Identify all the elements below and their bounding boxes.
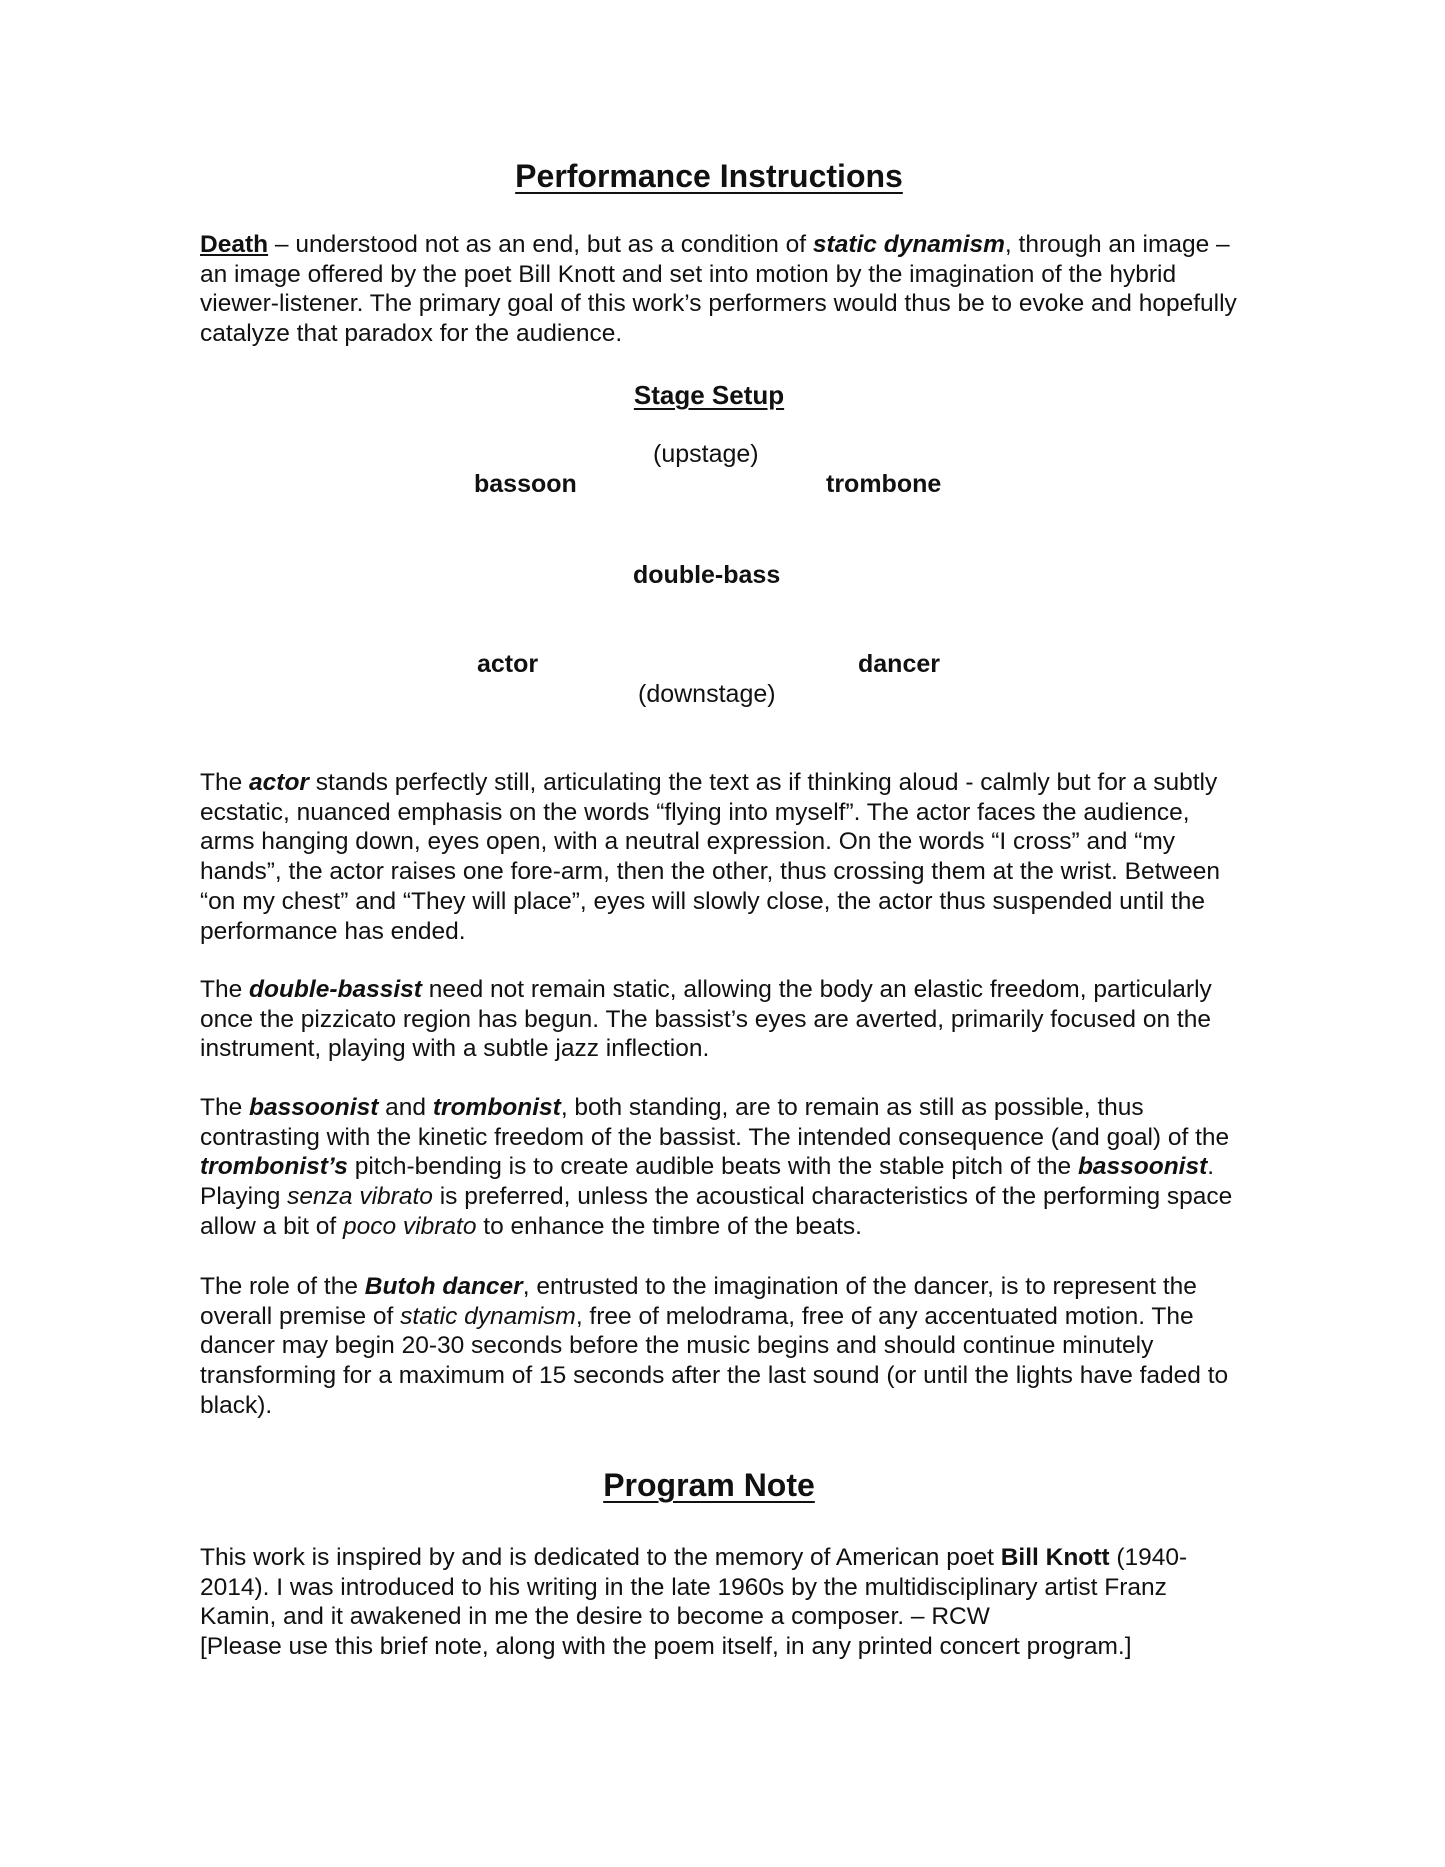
intro-paragraph bbox=[200, 230, 1240, 349]
italic-run: poco vibrato bbox=[343, 1212, 477, 1240]
emphasis-run: double-bassist bbox=[249, 976, 422, 1003]
stage-label-bassoon: bassoon bbox=[474, 470, 577, 498]
stage-setup-heading: Stage Setup bbox=[633, 380, 785, 410]
emphasis-run: trombonist bbox=[432, 1094, 561, 1121]
text-run: and bbox=[378, 1094, 433, 1121]
text-run: (1940-2014). I was introduced to his writing in the late 1960s by the multidisciplinary artist Franz Kamin, and it awakened in me the desire to become a composer. – RCW bbox=[200, 1544, 1188, 1631]
stage-label-double-bass: double-bass bbox=[633, 561, 781, 589]
intro-emphasis: static dynamism bbox=[812, 231, 1005, 258]
text-run: , free of melodrama, free of any accentuated motion. The dancer may begin 20-30 seconds before the music begins and should continue minutely transforming for a maximum of 15 seconds after the last sound (or until the lights have faded to black). bbox=[200, 1302, 1229, 1419]
intro-text-1: – understood not as an end, but as a condition of bbox=[268, 231, 813, 258]
stage-label-dancer: dancer bbox=[858, 650, 940, 678]
emphasis-run: bassoonist bbox=[249, 1094, 379, 1121]
emphasis-run: actor bbox=[249, 769, 309, 796]
text-run: need not remain static, allowing the body an elastic freedom, particularly once the pizzicato region has begun. The bassist’s eyes are averted, primarily focused on the instrument, playing with a subtle jazz inflection. bbox=[200, 976, 1212, 1063]
emphasis-run: bassoonist bbox=[1077, 1153, 1208, 1181]
text-run: This work is inspired by and is dedicated to the memory of American poet bbox=[200, 1544, 1001, 1571]
text-run: The bbox=[200, 769, 250, 796]
winds-paragraph bbox=[200, 1093, 1240, 1242]
page-title: Performance Instructions bbox=[515, 158, 903, 194]
stage-label-actor: actor bbox=[477, 650, 539, 678]
bassist-paragraph bbox=[200, 975, 1240, 1064]
italic-run: senza vibrato bbox=[287, 1183, 433, 1211]
italic-run: static dynamism bbox=[400, 1302, 576, 1330]
text-run: , both standing, are to remain as still as possible, thus contrasting with the kinetic freedom of the bassist. The intended consequence (and goal) of the bbox=[200, 1094, 1230, 1151]
bold-run: Bill Knott bbox=[1000, 1544, 1110, 1571]
program-note-title: Program Note bbox=[603, 1467, 815, 1503]
program-note-paragraph bbox=[200, 1543, 1240, 1662]
program-note-instruction: [Please use this brief note, along with the poem itself, in any printed concert program.] bbox=[200, 1633, 1132, 1661]
intro-text-2: , through an image – an image offered by the poet Bill Knott and set into motion by the imagination of the hybrid viewer-listener. The primary goal of this work’s performers would thus be to evoke and hopefully catalyze that paradox for the audience. bbox=[200, 231, 1237, 348]
death-term: Death bbox=[200, 231, 269, 258]
stage-label-trombone: trombone bbox=[826, 470, 942, 498]
text-run: pitch-bending is to create audible beats with the stable pitch of the bbox=[347, 1153, 1078, 1181]
text-run: The bbox=[200, 976, 250, 1003]
text-run: The role of the bbox=[200, 1273, 365, 1300]
emphasis-run: trombonist’s bbox=[200, 1153, 348, 1181]
text-run: stands perfectly still, articulating the text as if thinking aloud - calmly but for a subtly ecstatic, nuanced emphasis on the words “flying into myself”. The actor faces the audience, arms hanging down, eyes open, with a neutral expression. On the words “I cross” and “my hands”, the actor raises one fore-arm, then the other, thus crossing them at the wrist. Between “on my chest” and “They will place”, eyes will slowly close, the actor thus suspended until the performance has ended. bbox=[200, 769, 1220, 945]
text-run: , entrusted to the imagination of the dancer, is to represent the overall premise of bbox=[200, 1273, 1197, 1330]
text-run: is preferred, unless the acoustical characteristics of the performing space allow a bit of bbox=[200, 1183, 1233, 1240]
stage-label-downstage: (downstage) bbox=[638, 680, 776, 708]
actor-paragraph bbox=[200, 768, 1240, 946]
dancer-paragraph bbox=[200, 1272, 1240, 1421]
stage-label-upstage: (upstage) bbox=[653, 440, 759, 468]
text-run: . Playing bbox=[200, 1153, 1215, 1211]
emphasis-run: Butoh dancer bbox=[364, 1273, 523, 1300]
text-run: to enhance the timbre of the beats. bbox=[476, 1212, 862, 1240]
text-run: The bbox=[200, 1094, 250, 1121]
